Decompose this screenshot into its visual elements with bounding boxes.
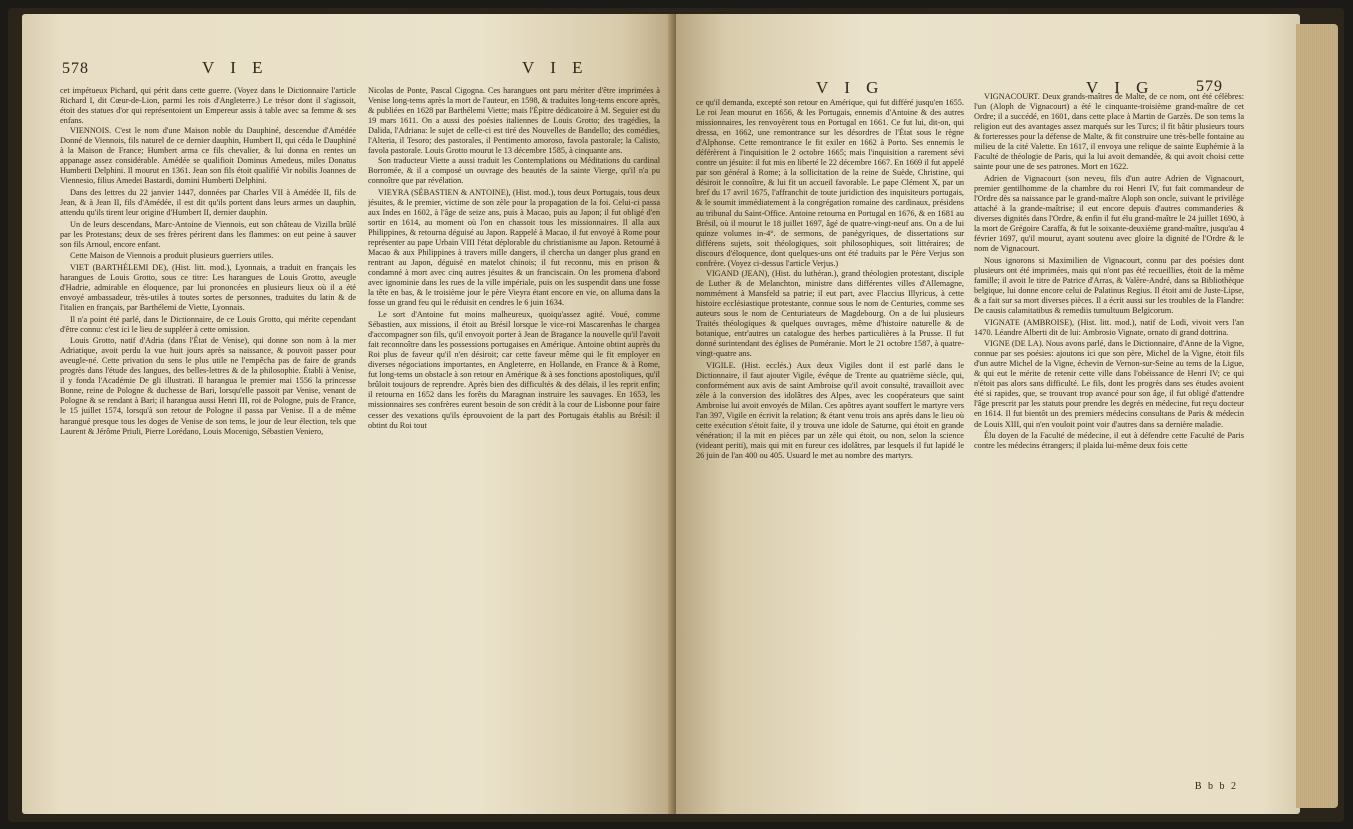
left-page-number: 578 [62, 60, 89, 77]
paragraph: Un de leurs descendans, Marc-Antoine de Viennois, eut son château de Vizilla brûlé par les Protestans; deux de ses frères périrent dans les flammes: on eut peine à sauver son fils Arnoul, encore enfant. [60, 219, 356, 249]
signature-mark: B b b 2 [1194, 781, 1238, 792]
paragraph: VIGNACOURT. Deux grands-maîtres de Malte, de ce nom, ont été célèbres: l'un (Aloph de Vignacourt) a été le cinquante-troisième grand-maître de cet Ordre; il a succédé, en 1601, dans cette place à Martin de Garzès. De son tems la religion eut des avantages assez marqués sur les Turcs; il fit bâtir plusieurs tours & forteresses pour la défense de Malte, & fit construire une très-belle fontaine au milieu de la cité Valette. En 1617, il envoya une relique de sainte Euphémie à la Faculté de théologie de Paris, qui la lui avoit demandée, & qui avoit choisi cette sainte pour une de ses patrones. Mort en 1622. [974, 92, 1244, 172]
paragraph: Dans des lettres du 22 janvier 1447, données par Charles VII à Amédée II, fils de Jean, & à Jean II, fils d'Amédée, il est dit qu'ils portent dans leurs armes un dauphin, attendu qu'ils tirent leur origine d'Humbert II, dernier dauphin. [60, 187, 356, 218]
right-page-column-1 [696, 98, 964, 804]
left-page-header [62, 56, 602, 82]
paragraph: cet impétueux Pichard, qui périt dans cette guerre. (Voyez dans le Dictionnaire l'article Richard I, dit Cœur-de-Lion, parmi les rois d'Angleterre.) Le trésor dont il s'agissoit, étoit des statues d'or qui représentoient un Empereur assis à table avec sa femme & ses enfans. [60, 86, 356, 126]
paragraph: ce qu'il demanda, excepté son retour en Amérique, qui fut différé jusqu'en 1655. Le roi Jean mourut en 1656, & les Portugais, ennemis d'Antoine & des autres missionnaires, les renvoyèrent tous en Portugal en 1661. Ce fut lui, dit-on, qui dressa, en 1662, une remontrance sur les désordres de l'État sous le règne d'Alphonse. Cette remontrance le fit exiler en 1662 à Porto. Ses ennemis le déférèrent à l'inquisition le 2 octobre 1665; mais l'inquisition a rarement sévi contre un jésuite: il fut mis en liberté le 22 décembre 1667. En 1669 il fut appelé par son général à Rome; à la sollicitation de la reine de Suède, Christine, qui désiroit le connoître, & lui fit un accueil favorable. Le pape Clément X, par un bref du 17 avril 1675, l'affranchit de toute juridiction des inquisiteurs portugais, & le soumit immédiatement à la congrégation romaine des cardinaux, présidens au tribunal du Saint-Office. Antoine retourna en Portugal en 1676, & en 1681 au Brésil, où il mourut le 18 juillet 1697, âgé de quatre-vingt-neuf ans. On a de lui quinze volumes in-4°. de sermons, de panégyriques, de dissertations sur différens sujets, soit théologiques, soit philosophiques, soit littéraires; de discours d'éloquence, dont quelques-uns ont été traduits par le Père Verjus son confrère. (Voyez ci-dessus l'article Verjus.) [696, 98, 964, 268]
paragraph: VIET (BARTHÉLEMI DE), (Hist. litt. mod.), Lyonnais, a traduit en français les harangues de Louis Grotto, sous ce titre: Les harangues de Louis Grotto, aveugle d'Hadrie, admirable en éloquence, par lui prononcées en plusieurs lieux où il a été envoyé ambassadeur, très-utiles à toutes sortes de personnes, traduites du latin & de l'italien en français, par Barthélemi de Viette, Lyonnais. [60, 262, 356, 312]
paragraph: Son traducteur Viette a aussi traduit les Contemplations ou Méditations du cardinal Borromée, & il a composé un ouvrage des beautés de la sainte Vierge, qu'il n'a pu connoître que par révélation. [368, 156, 660, 186]
left-page-column-2 [368, 86, 660, 804]
right-page [676, 14, 1300, 814]
right-page-header [696, 56, 1236, 97]
paragraph: VIGAND (JEAN), (Hist. du luthéran.), grand théologien protestant, disciple de Luther & de Melanchton, ministre dans différentes villes d'Allemagne, nommément à Mansfeld sa patrie; il eut part, avec Flaccius Illyricus, à cette histoire ecclésiastique protestante, connue sous le nom de Centuries, comme ses auteurs sous le nom de Centuriateurs de Magdebourg. On a de lui plusieurs Traités théologiques & quelques ouvrages, même d'histoire naturelle & de botanique, entr'autres un catalogue des herbes particulières à la Prusse. Il fut donné surintendant des églises de Poméranie. Mort le 21 octobre 1587, à quatre-vingt-quatre ans. [696, 268, 964, 359]
paragraph: Nous ignorons si Maximilien de Vignacourt, connu par des poésies dont plusieurs ont été imprimées, mais qui n'ont pas été recueillies, étoit de la même famille; il avoit le titre de Patrice d'Arras, & Valère-André, dans sa Bibliothèque belgique, lui donne encore celui de Palatinus Regius. Il étoit ami de Juste-Lipse, & a fait sur sa mort diverses pièces. Il a écrit aussi sur les troubles de la Flandre: De causis calamitatibus & remediis tumultuum Belgicorum. [974, 255, 1244, 315]
paragraph: Cette Maison de Viennois a produit plusieurs guerriers utiles. [70, 251, 274, 261]
paragraph: Nicolas de Ponte, Pascal Cigogna. Ces harangues ont paru mériter d'être imprimées à Venise long-tems après la mort de l'auteur, en 1598, & traduites long-tems encore après, & publiées en 1628 par Barthélemi Viette; mais l'Épitre dédicatoire à M. Seguier est du 19 mars 1611. On a aussi des poésies italiennes de Louis Grotto; des tragédies, la Dalida, l'Adriana: le sujet de celle-ci est tiré des Nouvelles de Bandello; des comédies, l'Alteria, il Tesoro; des pastorales, il Pentimento amoroso, favola pastorale; la Calisto, favola pastorale. Louis Grotto mourut le 13 décembre 1585, à cinquante ans. [368, 86, 660, 156]
page-edges [1296, 24, 1338, 808]
right-header-word-2: V I G [1086, 78, 1155, 97]
paragraph: VIENNOIS. C'est le nom d'une Maison noble du Dauphiné, descendue d'Amédée Donné de Viennois, fils naturel de ce dernier dauphin, Humbert II, qui céda le Dauphiné à la Maison de France; Humbert arma ce fils chevalier, & lui donna en rentes un appanage assez considérable. Amédée se qualifioit Dominus Amedeus, miles Donatus Humberti Delphini. Il mourut en 1361. Jean son fils étoit qualifié Vir nobilis Joannes de Viennesio, filius Amedei Bastardi, domini Humberti Delphini. [60, 126, 356, 186]
paragraph: Le sort d'Antoine fut moins malheureux, quoiqu'assez agité. Voué, comme Sébastien, aux missions, il étoit au Brésil lorsque le vice-roi Mascarenhas le chargea d'accompagner son fils, qu'il envoyoit porter à Jean de Bragance la nouvelle qu'il l'avoit fait reconnoître dans les possessions portugaises en Amérique. Antoine obtint auprès du Roi plus de faveur qu'il n'en désiroit; car cette faveur même qui le fit employer en diverses négociations importantes, en Angleterre, en Hollande, en France & à Rome, fut long-tems un obstacle à son retour en Amérique & à ses fonctions apostoliques, qu'il brûloit toujours de reprendre. Après bien des difficultés & des délais, il les reprit enfin; il retourna en 1652 dans les forêts du Maragnan instruire les sauvages. En 1653, les missionnaires ses confrères eurent besoin de son crédit à la cour de Lisbonne pour faire cesser des vexations qu'ils éprouvoient de la part des Portugais établis au Brésil: il obtint du Roi tout [368, 310, 660, 430]
right-page-number: 579 [1196, 78, 1223, 95]
paragraph: VIEYRA (SÉBASTIEN & ANTOINE), (Hist. mod.), tous deux Portugais, tous deux jésuites, & le premier, victime de son zèle pour la propagation de la foi. Celui-ci passa aux Indes en 1602, à l'âge de seize ans, puis à Macao, puis au Japon; il fut obligé d'en sortir en 1614, au moment où l'on en chassoit tous les missionnaires. Il alla aux Philippines, & retourna déguisé au Japon. Rappelé à Macao, il fut envoyé à Rome pour représenter au pape Urbain VIII l'état déplorable du christianisme au Japon. Retourné à Macao & aux Philippines à travers mille dangers, il chercha un danger plus grand en rentrant au Japon, déguisé en matelot chinois; il fut reconnu, mis en prison & condamné à mort avec cinq autres jésuites & un franciscain. On les promena d'abord avec ignominie dans les rues de la ville impériale, puis on les suspendit dans une fosse la tête en bas, & le troisième jour le père Vieyra étant encore en vie, on alluma dans la fosse un grand feu qui le réduisit en cendres le 6 juin 1634. [368, 187, 660, 308]
paragraph: VIGNE (DE LA). Nous avons parlé, dans le Dictionnaire, d'Anne de la Vigne, connue par ses poésies: ajoutons ici que son père, Michel de la Vigne, étoit fils d'un autre Michel de la Vigne, échevin de Vernon-sur-Seine au tems de la Ligue, & qui eut le mérite de retenir cette ville dans l'obéissance de Henri IV; ce qui n'étoit pas alors sans difficulté. Le fils, dont les progrès dans ses études avoient été si rapides, que, se trouvant trop avancé pour son âge, il fut obligé d'attendre l'âge prescrit par les statuts pour prendre les degrés en médecine, fut reçu docteur en 1614. Il fut bientôt un des premiers médecins consultans de Paris & médecin de Louis XIII, qui n'en vouloit point voir d'autres dans sa dernière maladie. [974, 339, 1244, 429]
open-book [8, 8, 1344, 822]
left-header-word-2: V I E [522, 58, 589, 77]
paragraph: VIGNATE (AMBROISE), (Hist. litt. mod.), natif de Lodi, vivoit vers l'an 1470. Léandre Alberti dit de lui: Ambrosio Vignate, ornato di grand dottrina. [974, 317, 1244, 337]
right-header-word-1: V I G [816, 78, 885, 97]
right-page-column-2 [974, 92, 1244, 794]
left-page [22, 14, 674, 814]
paragraph: Il n'a point été parlé, dans le Dictionnaire, de ce Louis Grotto, qui mérite cependant d'être connu: c'est ici le lieu de suppléer à cette omission. [60, 314, 356, 334]
paragraph: Adrien de Vignacourt (son neveu, fils d'un autre Adrien de Vignacourt, premier gentilhomme de la chambre du roi Henri IV, fut fait commandeur de l'Ordre dès sa naissance par le grand-maître Aloph son oncle, suivant le privilège attaché à la grande-maîtrise; il eut encore depuis d'autres commanderies & diverses dignités dans l'Ordre, & enfin il fut élu grand-maître le 24 juillet 1690, à la mort de Grégoire Caraffa, & fut le soixante-deuxième grand-maître, jusqu'au 4 février 1697, qu'il mourut, ayant soutenu avec gloire la dignité de l'Ordre & le nom de Vignacourt. [974, 173, 1244, 254]
left-page-column-1 [60, 86, 356, 804]
paragraph: Louis Grotto, natif d'Adria (dans l'État de Venise), qui donne son nom à la mer Adriatique, avoit perdu la vue huit jours après sa naissance, & pouvoit passer pour aveugle-né. Cette privation du sens le plus utile ne l'empêcha pas de faire de grands progrès dans l'étude des langues, des belles-lettres & de la philosophie. Établi à Venise, il y fonda l'Académie De gli illustrati. Il harangua le premier mai 1556 la princesse Bonne, reine de Pologne & duchesse de Bari, lorsqu'elle passoit par Venise, venant de Pologne & se rendant à Bari; il harangua aussi Henri III, roi de Pologne, puis de France, le 15 juillet 1574, lorsqu'à son retour de Pologne il passa par Venise. Il a de même harangué presque tous les doges de Venise de son tems, le jour de leur élection, tels que Laurent & Jérôme Priuli, Pierre Lorédano, Louis Mocenigo, Sébastien Veniero, [60, 336, 356, 436]
left-header-word-1: V I E [202, 58, 269, 77]
paragraph: VIGILE. (Hist. ecclés.) Aux deux Vigiles dont il est parlé dans le Dictionnaire, il faut ajouter Vigile, évêque de Trente au quatrième siècle, qui, conformément aux avis de saint Ambroise qu'il avoit consulté, travailloit avec zèle à la conversion des idolâtres des Alpes, avec les coopérateurs que saint Ambroise lui avoit envoyés de Milan. Ces apôtres ayant souffert le martyre vers l'an 397, Vigile en écrivit la relation; & étant venu trois ans après dans le lieu où cette exécution s'étoit faite, il y trouva une idole de Saturne, qui étoit en grande vénération; il la mit en pièces par un zèle qui étoit, ou non, selon la science (videant periti), mais qui mit en fureur ces idolâtres, par lesquels il fut lapidé le 26 juin de l'an 400 ou 405. Usuard le met au nombre des martyrs. [696, 360, 964, 461]
paragraph: Élu doyen de la Faculté de médecine, il eut à défendre cette Faculté de Paris contre les médecins étrangers; il plaida lui-même deux fois cette [974, 431, 1244, 451]
